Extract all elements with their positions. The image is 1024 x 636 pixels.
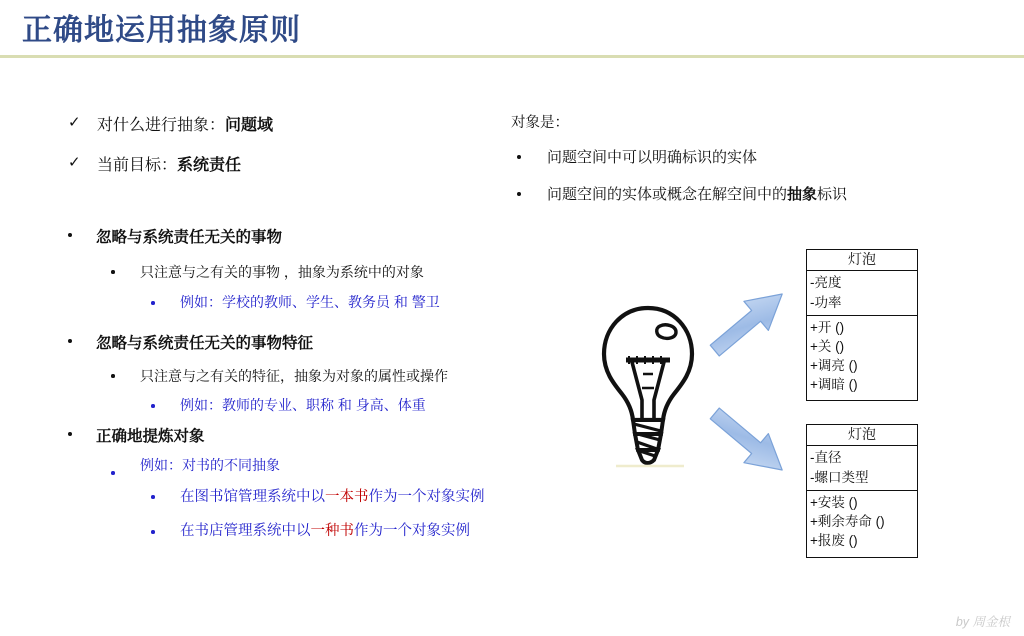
right-bullet-2-pre: 问题空间的实体或概念在解空间中的 (547, 186, 788, 203)
section-1-example: 例如：学校的教师、学生、教务员 和 警卫 (180, 294, 440, 310)
uml-operation: +报废 () (810, 533, 858, 549)
check-item-2 (97, 152, 241, 175)
check-item-1 (97, 112, 273, 135)
section-2-example: 例如：教师的专业、职称 和 身高、体重 (180, 397, 426, 413)
author-footer: by 周金根 (955, 615, 1010, 629)
uml-class-2-operations (807, 491, 917, 553)
uml-attribute: -功率 (810, 294, 842, 310)
section-3-example-2-post: 作为一个对象实例 (354, 523, 470, 539)
uml-attribute: -亮度 (810, 275, 842, 291)
uml-class-box-1 (806, 249, 918, 401)
section-2-sub: 只注意与之有关的特征，抽象为对象的属性或操作 (140, 368, 448, 384)
bullet-dot (68, 339, 72, 343)
uml-class-box-2 (806, 424, 918, 558)
bullet-dot (151, 404, 155, 408)
section-3-sub: 例如：对书的不同抽象 (140, 457, 280, 473)
section-2-heading: 忽略与系统责任无关的事物特征 (96, 335, 314, 352)
right-bullet-2-emphasis: 抽象 (787, 186, 818, 203)
section-1-heading: 忽略与系统责任无关的事物 (96, 229, 283, 246)
uml-class-2-attributes (807, 446, 917, 490)
uml-operation: +调亮 () (810, 358, 858, 374)
check-icon: ✓ (68, 114, 81, 131)
section-3-example-2-pre: 在书店管理系统中以 (180, 523, 311, 539)
right-bullet-2-post: 标识 (817, 186, 848, 203)
uml-attribute: -直径 (810, 450, 842, 466)
section-3-example-2-highlight: 一种书 (310, 523, 354, 539)
check-item-1-label: 对什么进行抽象： (97, 117, 226, 134)
uml-operation: +调暗 () (810, 377, 858, 393)
lightbulb-sketch-icon (588, 300, 708, 470)
right-column-heading: 对象是： (511, 115, 569, 131)
arrow-up-right (700, 276, 800, 366)
page-title: 正确地运用抽象原则 (22, 14, 301, 47)
check-item-1-emphasis: 问题域 (225, 117, 274, 134)
bullet-dot (151, 530, 155, 534)
section-3-example-1-post: 作为一个对象实例 (368, 489, 485, 505)
uml-operation: +开 () (810, 319, 845, 335)
arrow-down-right (700, 398, 800, 488)
bullet-dot (68, 432, 72, 436)
uml-operation: +关 () (810, 338, 845, 354)
section-3-example-1 (180, 485, 485, 506)
check-item-2-emphasis: 系统责任 (177, 157, 242, 174)
right-bullet-1: 问题空间中可以明确标识的实体 (547, 149, 758, 166)
section-3-example-2 (180, 519, 470, 540)
uml-attribute: -螺口类型 (810, 469, 869, 485)
uml-class-1-operations (807, 316, 917, 398)
bullet-dot (111, 270, 115, 274)
bullet-dot (517, 155, 521, 159)
section-3-example-1-highlight: 一本书 (325, 489, 369, 505)
bullet-dot (151, 301, 155, 305)
uml-class-2-name: 灯泡 (807, 425, 917, 446)
section-3-heading: 正确地提炼对象 (96, 428, 205, 445)
check-icon: ✓ (68, 154, 81, 171)
right-bullet-2 (547, 183, 847, 204)
uml-class-1-name: 灯泡 (807, 250, 917, 271)
section-3-example-1-pre: 在图书馆管理系统中以 (180, 489, 325, 505)
section-1-sub: 只注意与之有关的事物 ，抽象为系统中的对象 (140, 264, 424, 280)
uml-operation: +剩余寿命 () (810, 513, 885, 529)
uml-operation: +安装 () (810, 494, 858, 510)
bullet-dot (111, 471, 115, 475)
bullet-dot (151, 495, 155, 499)
bullet-dot (111, 374, 115, 378)
check-item-2-label: 当前目标： (97, 157, 178, 174)
bullet-dot (68, 233, 72, 237)
title-divider (0, 55, 1024, 58)
bullet-dot (517, 192, 521, 196)
uml-class-1-attributes (807, 271, 917, 315)
